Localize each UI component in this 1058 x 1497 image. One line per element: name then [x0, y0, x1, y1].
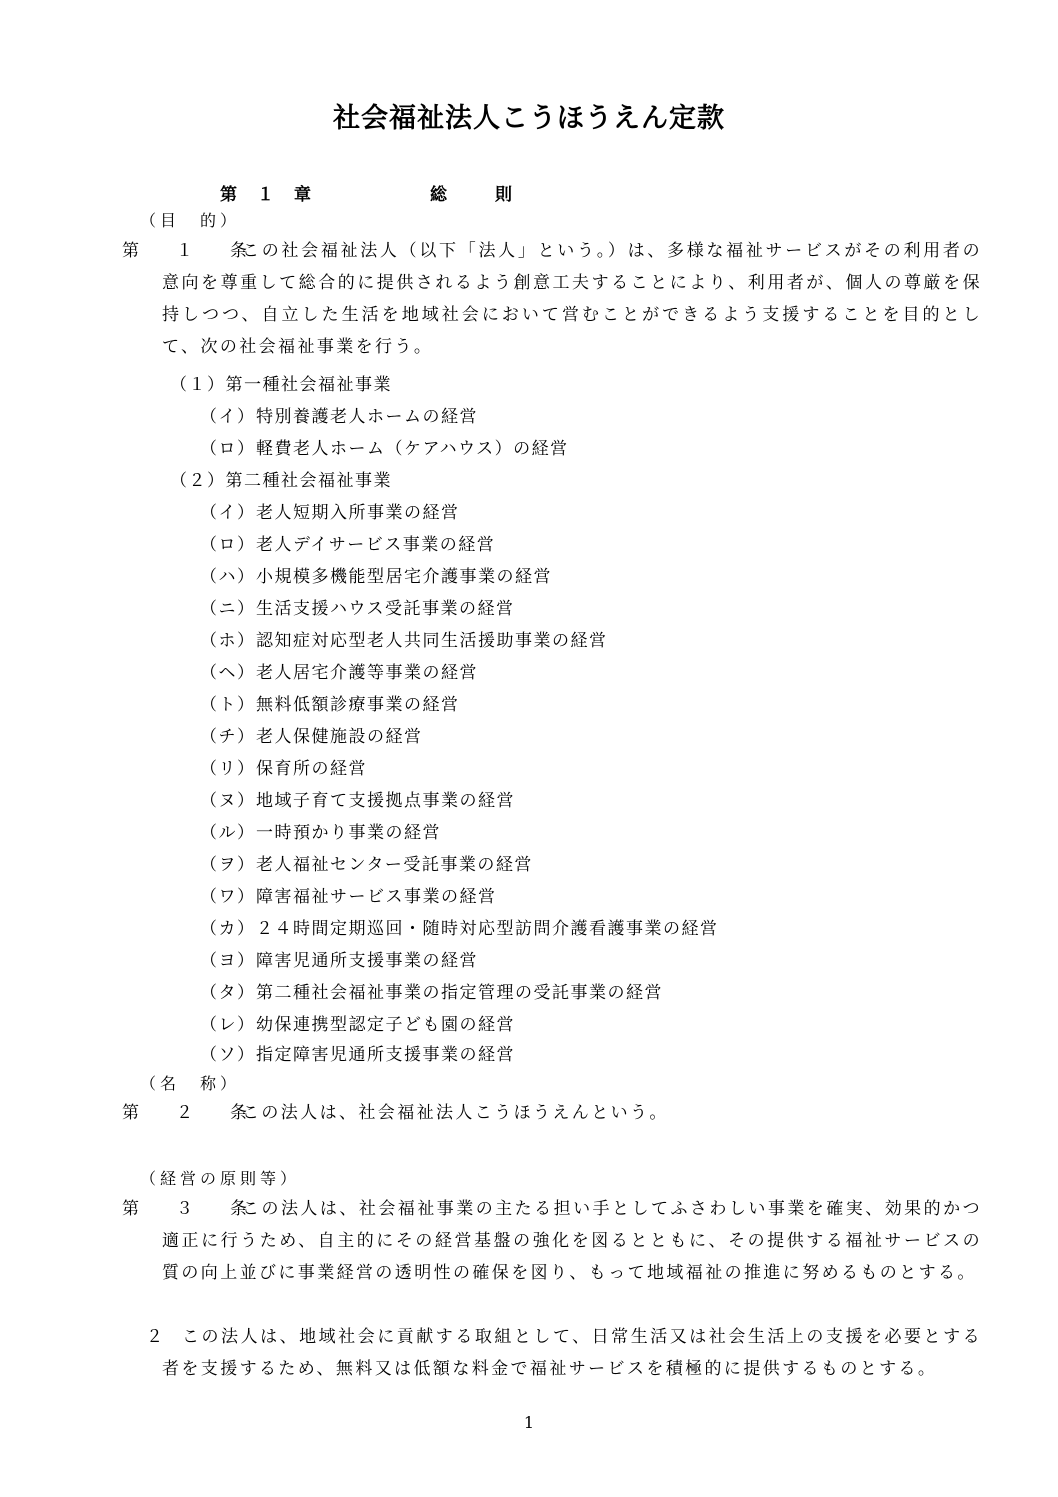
article-2-heading: （名 称）: [140, 1074, 241, 1093]
list-item: [200, 850, 533, 875]
paragraph-text: この法人は、地域社会に貢献する取組として、日常生活又は社会生活上の支援を必要とする者を支援するため、無料又は低額な料金で福祉サービスを積極的に提供するものとする。: [162, 1327, 982, 1379]
list-item: [200, 498, 460, 523]
item-mark: （ル）: [200, 823, 256, 843]
item-text: 軽費老人ホーム（ケアハウス）の経営: [256, 439, 569, 459]
item-mark: （タ）: [200, 983, 256, 1003]
item-mark: （ヘ）: [200, 663, 256, 683]
article-1-heading: （目 的）: [140, 211, 241, 230]
item-mark: （ヲ）: [200, 855, 256, 875]
item-text: 老人短期入所事業の経営: [256, 503, 460, 523]
item-mark: （カ）: [200, 919, 256, 939]
item-mark: （チ）: [200, 727, 256, 747]
article-3-paragraph-2: [146, 1321, 982, 1385]
list-item: [200, 946, 478, 971]
list-item: [200, 562, 552, 587]
item-mark: （イ）: [200, 407, 256, 427]
item-text: 小規模多機能型居宅介護事業の経営: [256, 567, 552, 587]
item-mark: （イ）: [200, 503, 256, 523]
article-3-heading: （経営の原則等）: [140, 1169, 301, 1188]
list-item: [200, 658, 478, 683]
item-text: 第二種社会福祉事業の指定管理の受託事業の経営: [256, 983, 663, 1003]
document-title: 社会福祉法人こうほうえん定款: [333, 103, 725, 134]
item-text: 特別養護老人ホームの経営: [256, 407, 478, 427]
article-2-number: 第 ２ 条: [122, 1103, 257, 1123]
item-mark: （ワ）: [200, 887, 256, 907]
list-item: [200, 818, 441, 843]
item-text: 障害児通所支援事業の経営: [256, 951, 478, 971]
list-item: [200, 690, 460, 715]
article-2-text: この法人は、社会福祉法人こうほうえんという。: [242, 1103, 669, 1123]
article-2: [122, 1097, 982, 1129]
item-text: ２４時間定期巡回・随時対応型訪問介護看護事業の経営: [256, 919, 719, 939]
item-text: 老人デイサービス事業の経営: [256, 535, 496, 555]
item-mark: （ヨ）: [200, 951, 256, 971]
list-item: [200, 434, 569, 459]
list-item: [200, 978, 663, 1003]
list-item: [200, 786, 515, 811]
item-mark: （ホ）: [200, 631, 256, 651]
item-text: 生活支援ハウス受託事業の経営: [256, 599, 515, 619]
article-3-text: この法人は、社会福祉事業の主たる担い手としてふさわしい事業を確実、効果的かつ適正に行うため、自主的にその経営基盤の強化を図るとともに、その提供する福祉サービスの質の向上並びに事業経営の透明性の確保を図り、もって地域福祉の推進に努めるものとする。: [162, 1199, 982, 1283]
list-item: [200, 882, 497, 907]
list-item: [200, 914, 719, 939]
item-text: 老人居宅介護等事業の経営: [256, 663, 478, 683]
list-item: [200, 1040, 515, 1065]
list-item: [200, 594, 515, 619]
item-mark: （ロ）: [200, 535, 256, 555]
item-text: 地域子育て支援拠点事業の経営: [256, 791, 515, 811]
item-text: 障害福祉サービス事業の経営: [256, 887, 497, 907]
item-mark: （ロ）: [200, 439, 256, 459]
list-item: [200, 754, 367, 779]
category-label: （１）第一種社会福祉事業: [170, 375, 392, 395]
item-text: 認知症対応型老人共同生活援助事業の経営: [256, 631, 608, 651]
chapter-number: 第１章: [220, 185, 331, 205]
item-mark: （ニ）: [200, 599, 256, 619]
item-text: 指定障害児通所支援事業の経営: [256, 1045, 515, 1065]
list-item: [200, 626, 608, 651]
item-mark: （ハ）: [200, 567, 256, 587]
paragraph-number: ２: [146, 1327, 163, 1347]
article-1: [122, 235, 982, 363]
chapter-name: 総則: [430, 185, 560, 205]
item-text: 老人保健施設の経営: [256, 727, 423, 747]
item-mark: （レ）: [200, 1015, 256, 1035]
article-3: [122, 1193, 982, 1289]
item-mark: （ト）: [200, 695, 256, 715]
item-text: 一時預かり事業の経営: [256, 823, 441, 843]
item-mark: （ヌ）: [200, 791, 256, 811]
list-item: [200, 722, 423, 747]
list-item: [200, 1010, 515, 1035]
page-number: 1: [523, 1413, 535, 1432]
category-label: （２）第二種社会福祉事業: [170, 471, 392, 491]
item-mark: （リ）: [200, 759, 256, 779]
article-1-number: 第 １ 条: [122, 241, 257, 261]
item-text: 無料低額診療事業の経営: [256, 695, 460, 715]
article-1-text: この社会福祉法人（以下「法人」という。）は、多様な福祉サービスがその利用者の意向を尊重して総合的に提供されるよう創意工夫することにより、利用者が、個人の尊厳を保持しつつ、自立した生活を地域社会において営むことができるよう支援することを目的として、次の社会福祉事業を行う。: [162, 241, 982, 357]
item-text: 幼保連携型認定子ども園の経営: [256, 1015, 515, 1035]
list-item: [200, 402, 478, 427]
item-text: 老人福祉センター受託事業の経営: [256, 855, 533, 875]
item-text: 保育所の経営: [256, 759, 367, 779]
item-mark: （ソ）: [200, 1045, 256, 1065]
list-item: [200, 530, 495, 555]
article-3-number: 第 ３ 条: [122, 1199, 257, 1219]
